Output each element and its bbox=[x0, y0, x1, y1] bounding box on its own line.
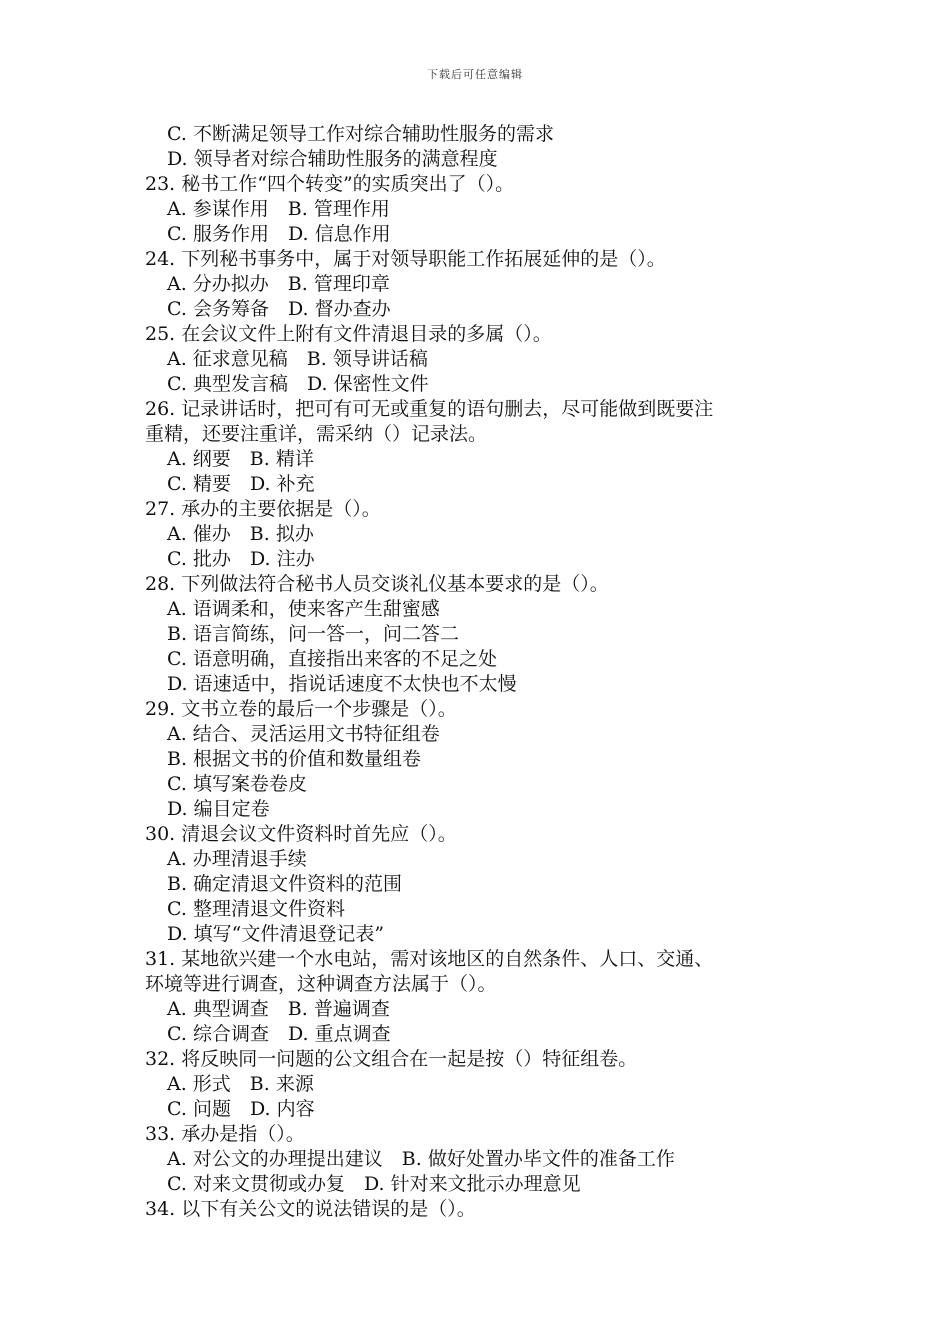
question-line: 30. 清退会议文件资料时首先应（）。 bbox=[145, 823, 457, 845]
option-line: C. 不断满足领导工作对综合辅助性服务的需求 bbox=[167, 123, 554, 145]
option-line: A. 形式 B. 来源 bbox=[167, 1073, 314, 1095]
question-line: 33. 承办是指（）。 bbox=[145, 1123, 305, 1145]
option-line: C. 整理清退文件资料 bbox=[167, 898, 345, 920]
option-line: C. 典型发言稿 D. 保密性文件 bbox=[167, 373, 429, 395]
question-line: 34. 以下有关公文的说法错误的是（）。 bbox=[145, 1198, 476, 1220]
option-line: D. 编目定卷 bbox=[167, 798, 270, 820]
option-line: D. 领导者对综合辅助性服务的满意程度 bbox=[167, 148, 498, 170]
option-line: C. 综合调查 D. 重点调查 bbox=[167, 1023, 391, 1045]
option-line: C. 精要 D. 补充 bbox=[167, 473, 315, 495]
question-line: 32. 将反映同一问题的公文组合在一起是按（）特征组卷。 bbox=[145, 1048, 638, 1070]
option-line: A. 催办 B. 拟办 bbox=[167, 523, 314, 545]
question-line: 29. 文书立卷的最后一个步骤是（）。 bbox=[145, 698, 457, 720]
question-line: 28. 下列做法符合秘书人员交谈礼仪基本要求的是（）。 bbox=[145, 573, 609, 595]
question-line: 重精，还要注重详，需采纳（）记录法。 bbox=[145, 423, 488, 445]
question-line: 31. 某地欲兴建一个水电站，需对该地区的自然条件、人口、交通、 bbox=[145, 948, 714, 970]
option-line: A. 结合、灵活运用文书特征组卷 bbox=[167, 723, 440, 745]
option-line: D. 填写“文件清退登记表” bbox=[167, 923, 385, 945]
option-line: A. 办理清退手续 bbox=[167, 848, 307, 870]
option-line: C. 语意明确，直接指出来客的不足之处 bbox=[167, 648, 497, 670]
option-line: C. 服务作用 D. 信息作用 bbox=[167, 223, 391, 245]
option-line: C. 问题 D. 内容 bbox=[167, 1098, 315, 1120]
document-body bbox=[145, 122, 835, 1222]
option-line: B. 语言简练，问一答一，问二答二 bbox=[167, 623, 460, 645]
question-line: 23. 秘书工作“四个转变”的实质突出了（）。 bbox=[145, 173, 515, 195]
option-line: A. 征求意见稿 B. 领导讲话稿 bbox=[167, 348, 428, 370]
option-line: C. 批办 D. 注办 bbox=[167, 548, 315, 570]
option-line: C. 会务筹备 D. 督办查办 bbox=[167, 298, 391, 320]
page-header: 下载后可任意编辑 bbox=[427, 68, 523, 81]
question-line: 25. 在会议文件上附有文件清退目录的多属（）。 bbox=[145, 323, 552, 345]
option-line: A. 典型调查 B. 普遍调查 bbox=[167, 998, 390, 1020]
option-line: A. 参谋作用 B. 管理作用 bbox=[167, 198, 390, 220]
option-line: A. 语调柔和，使来客产生甜蜜感 bbox=[167, 598, 440, 620]
option-line: B. 确定清退文件资料的范围 bbox=[167, 873, 403, 895]
option-line: B. 根据文书的价值和数量组卷 bbox=[167, 748, 422, 770]
option-line: D. 语速适中，指说话速度不太快也不太慢 bbox=[167, 673, 517, 695]
option-line: A. 纲要 B. 精详 bbox=[167, 448, 314, 470]
question-line: 27. 承办的主要依据是（）。 bbox=[145, 498, 381, 520]
question-line: 26. 记录讲话时，把可有可无或重复的语句删去，尽可能做到既要注 bbox=[145, 398, 714, 420]
option-line: C. 填写案卷卷皮 bbox=[167, 773, 307, 795]
option-line: C. 对来文贯彻或办复 D. 针对来文批示办理意见 bbox=[167, 1173, 581, 1195]
question-line: 24. 下列秘书事务中，属于对领导职能工作拓展延伸的是（）。 bbox=[145, 248, 666, 270]
option-line: A. 分办拟办 B. 管理印章 bbox=[167, 273, 390, 295]
option-line: A. 对公文的办理提出建议 B. 做好处置办毕文件的准备工作 bbox=[167, 1148, 675, 1170]
question-line: 环境等进行调查，这种调查方法属于（）。 bbox=[145, 973, 497, 995]
